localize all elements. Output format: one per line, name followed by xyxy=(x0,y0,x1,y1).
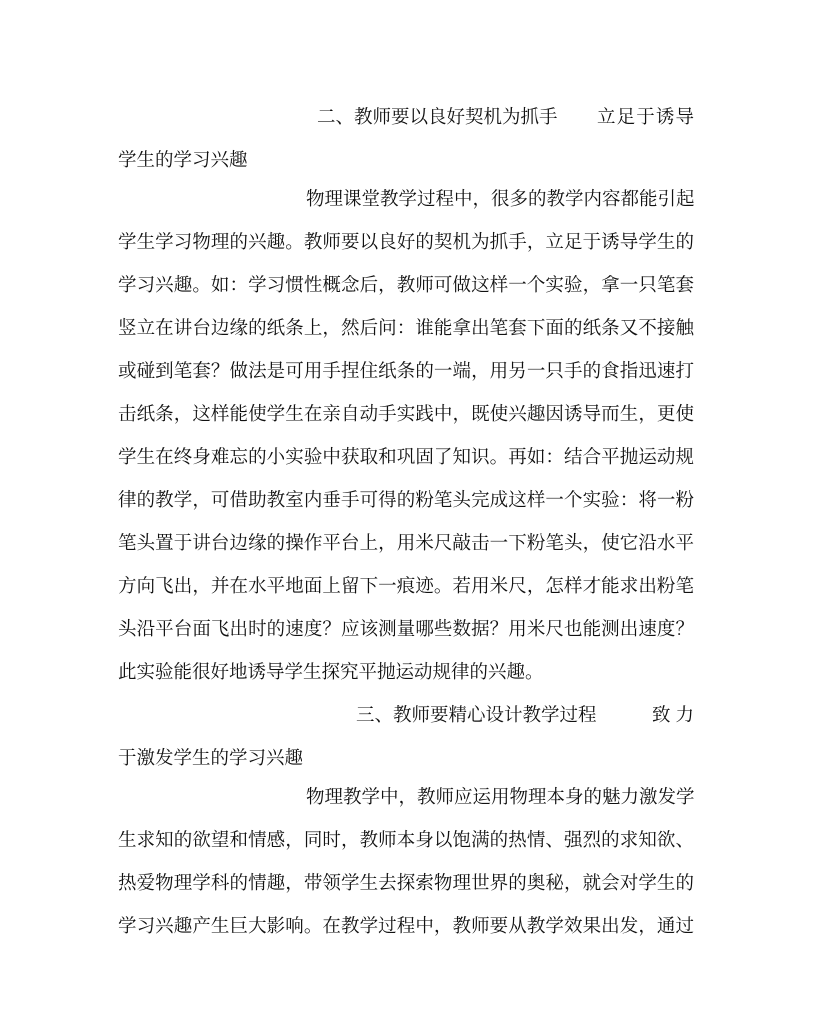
section2-para-line: 头沿平台面飞出时的速度？应该测量哪些数据？用米尺也能测出速度？ xyxy=(118,619,694,640)
section2-para-line: 或碰到笔套？做法是可用手捏住纸条的一端，用另一只手的食指迅速打 xyxy=(118,361,694,382)
section2-para-line: 学生学习物理的兴趣。教师要以良好的契机为抓手，立足于诱导学生的 xyxy=(118,232,694,253)
section2-para-line: 物理课堂教学过程中，很多的教学内容都能引起 xyxy=(306,189,695,210)
section3-para-line: 物理教学中，教师应运用物理本身的魅力激发学 xyxy=(306,787,695,808)
section2-para-line: 方向飞出，并在水平地面上留下一痕迹。若用米尺，怎样才能求出粉笔 xyxy=(118,576,694,597)
section2-para-line: 笔头置于讲台边缘的操作平台上，用米尺敲击一下粉笔头，使它沿水平 xyxy=(118,533,694,554)
section3-heading-part1: 三、教师要精心设计教学过程 xyxy=(356,705,597,726)
section2-heading-line2: 学生的学习兴趣 xyxy=(118,150,248,171)
section2-heading-part1: 二、教师要以良好契机为抓手 xyxy=(317,107,558,128)
section3-heading-part2: 致力 xyxy=(652,705,694,726)
section2-para-line: 击纸条，这样能使学生在亲自动手实践中，既使兴趣因诱导而生，更使 xyxy=(118,404,694,425)
section2-para-line: 学生在终身难忘的小实验中获取和巩固了知识。再如：结合平抛运动规 xyxy=(118,447,694,468)
section3-para-line: 热爱物理学科的情趣，带领学生去探索物理世界的奥秘，就会对学生的 xyxy=(118,873,694,894)
section3-para-line: 生求知的欲望和情感，同时，教师本身以饱满的热情、强烈的求知欲、 xyxy=(118,830,694,851)
section2-para-line: 此实验能很好地诱导学生探究平抛运动规律的兴趣。 xyxy=(118,662,544,683)
section2-para-line: 学习兴趣。如：学习惯性概念后，教师可做这样一个实验，拿一只笔套 xyxy=(118,275,694,296)
section2-para-line: 律的教学，可借助教室内垂手可得的粉笔头完成这样一个实验：将一粉 xyxy=(118,490,694,511)
section3-para-line: 学习兴趣产生巨大影响。在教学过程中，教师要从教学效果出发，通过 xyxy=(118,916,694,937)
section2-para-line: 竖立在讲台边缘的纸条上，然后问：谁能拿出笔套下面的纸条又不接触 xyxy=(118,318,694,339)
section3-heading-line2: 于激发学生的学习兴趣 xyxy=(118,748,304,769)
section2-heading-part2: 立足于诱导 xyxy=(597,107,694,128)
